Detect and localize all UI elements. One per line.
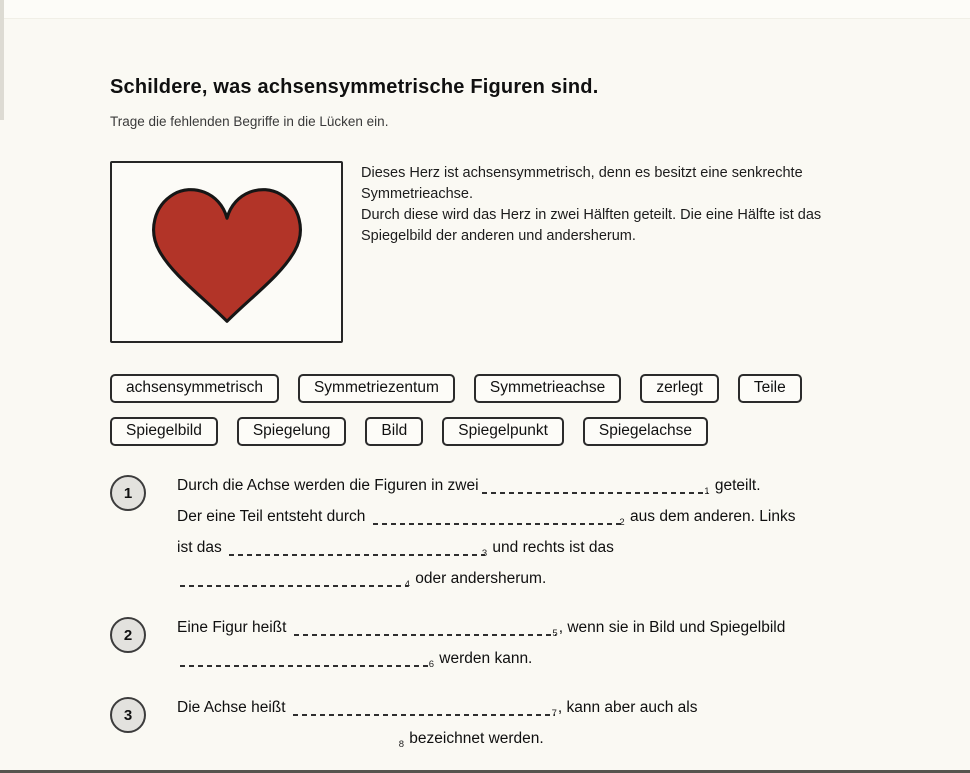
exercise-2	[110, 612, 900, 674]
exercise-1-number-badge: 1	[110, 475, 146, 511]
blank-2-number: 2	[619, 516, 625, 528]
exercise-text: Die Achse heißt	[177, 699, 290, 716]
blank-3-number: 3	[481, 547, 488, 559]
blank-7[interactable]	[293, 700, 557, 719]
blank-4[interactable]	[180, 571, 410, 590]
exercise-list	[110, 470, 900, 772]
word-chip-symmetriezentum[interactable]: Symmetriezentum	[298, 374, 455, 403]
exercise-2-text	[177, 612, 785, 674]
example-description-line: Symmetrieachse.	[361, 186, 474, 202]
exercise-text: oder andersherum.	[411, 570, 547, 587]
word-chip-spiegelbild[interactable]: Spiegelbild	[110, 417, 218, 446]
blank-8-number: 8	[398, 738, 404, 750]
word-bank-row-2	[110, 417, 802, 446]
exercise-text: und rechts ist das	[488, 539, 614, 556]
blank-5[interactable]	[294, 620, 558, 639]
exercise-3-number-badge: 3	[110, 697, 146, 733]
left-edge-artifact	[0, 0, 4, 120]
word-bank-row-1	[110, 374, 802, 403]
blank-3[interactable]	[229, 540, 488, 559]
exercise-text: Eine Figur heißt	[177, 619, 291, 636]
example-description-line: Durch diese wird das Herz in zwei Hälften geteilt. Die eine Hälfte ist das	[361, 207, 822, 223]
exercise-3-text	[177, 692, 697, 754]
example-description-line: Spiegelbild der anderen und andersherum.	[361, 228, 636, 244]
word-chip-symmetrieachse[interactable]: Symmetrieachse	[474, 374, 621, 403]
blank-1[interactable]	[482, 478, 710, 497]
blank-8[interactable]	[180, 731, 404, 750]
blank-7-number: 7	[551, 707, 557, 719]
exercise-1	[110, 470, 900, 594]
example-description	[361, 161, 876, 247]
example-description-line: Dieses Herz ist achsensymmetrisch, denn es besitzt eine senkrechte	[361, 165, 803, 181]
blank-1-number: 1	[704, 485, 710, 497]
blank-2[interactable]	[373, 509, 625, 528]
exercise-text: geteilt.	[710, 477, 761, 494]
exercise-1-text	[177, 470, 795, 594]
word-chip-zerlegt[interactable]: zerlegt	[640, 374, 719, 403]
blank-4-number: 4	[404, 578, 410, 590]
word-bank	[110, 374, 802, 460]
blank-6-number: 6	[428, 658, 434, 670]
page-title: Schildere, was achsensymmetrische Figuren sind.	[110, 76, 599, 98]
exercise-text: , kann aber auch als	[557, 699, 698, 716]
exercise-2-number-badge: 2	[110, 617, 146, 653]
word-chip-bild[interactable]: Bild	[365, 417, 423, 446]
word-chip-achsensymmetrisch[interactable]: achsensymmetrisch	[110, 374, 279, 403]
exercise-text: , wenn sie in Bild und Spiegelbild	[558, 619, 786, 636]
exercise-3	[110, 692, 900, 754]
word-chip-spiegelachse[interactable]: Spiegelachse	[583, 417, 708, 446]
word-chip-teile[interactable]: Teile	[738, 374, 802, 403]
blank-5-number: 5	[552, 627, 558, 639]
heart-icon	[138, 172, 316, 332]
top-edge-artifact	[0, 0, 970, 19]
example-section	[110, 161, 876, 343]
page-subtitle: Trage die fehlenden Begriffe in die Lücken ein.	[110, 114, 389, 129]
exercise-text: Durch die Achse werden die Figuren in zwei	[177, 477, 479, 494]
heart-image-box	[110, 161, 343, 343]
heart-shape	[153, 190, 300, 322]
exercise-text: aus dem anderen. Links	[625, 508, 796, 525]
blank-6[interactable]	[180, 651, 434, 670]
exercise-text: Der eine Teil entsteht durch	[177, 508, 370, 525]
exercise-text: bezeichnet werden.	[405, 730, 544, 747]
word-chip-spiegelpunkt[interactable]: Spiegelpunkt	[442, 417, 564, 446]
word-chip-spiegelung[interactable]: Spiegelung	[237, 417, 347, 446]
exercise-text: werden kann.	[435, 650, 533, 667]
exercise-text: ist das	[177, 539, 227, 556]
